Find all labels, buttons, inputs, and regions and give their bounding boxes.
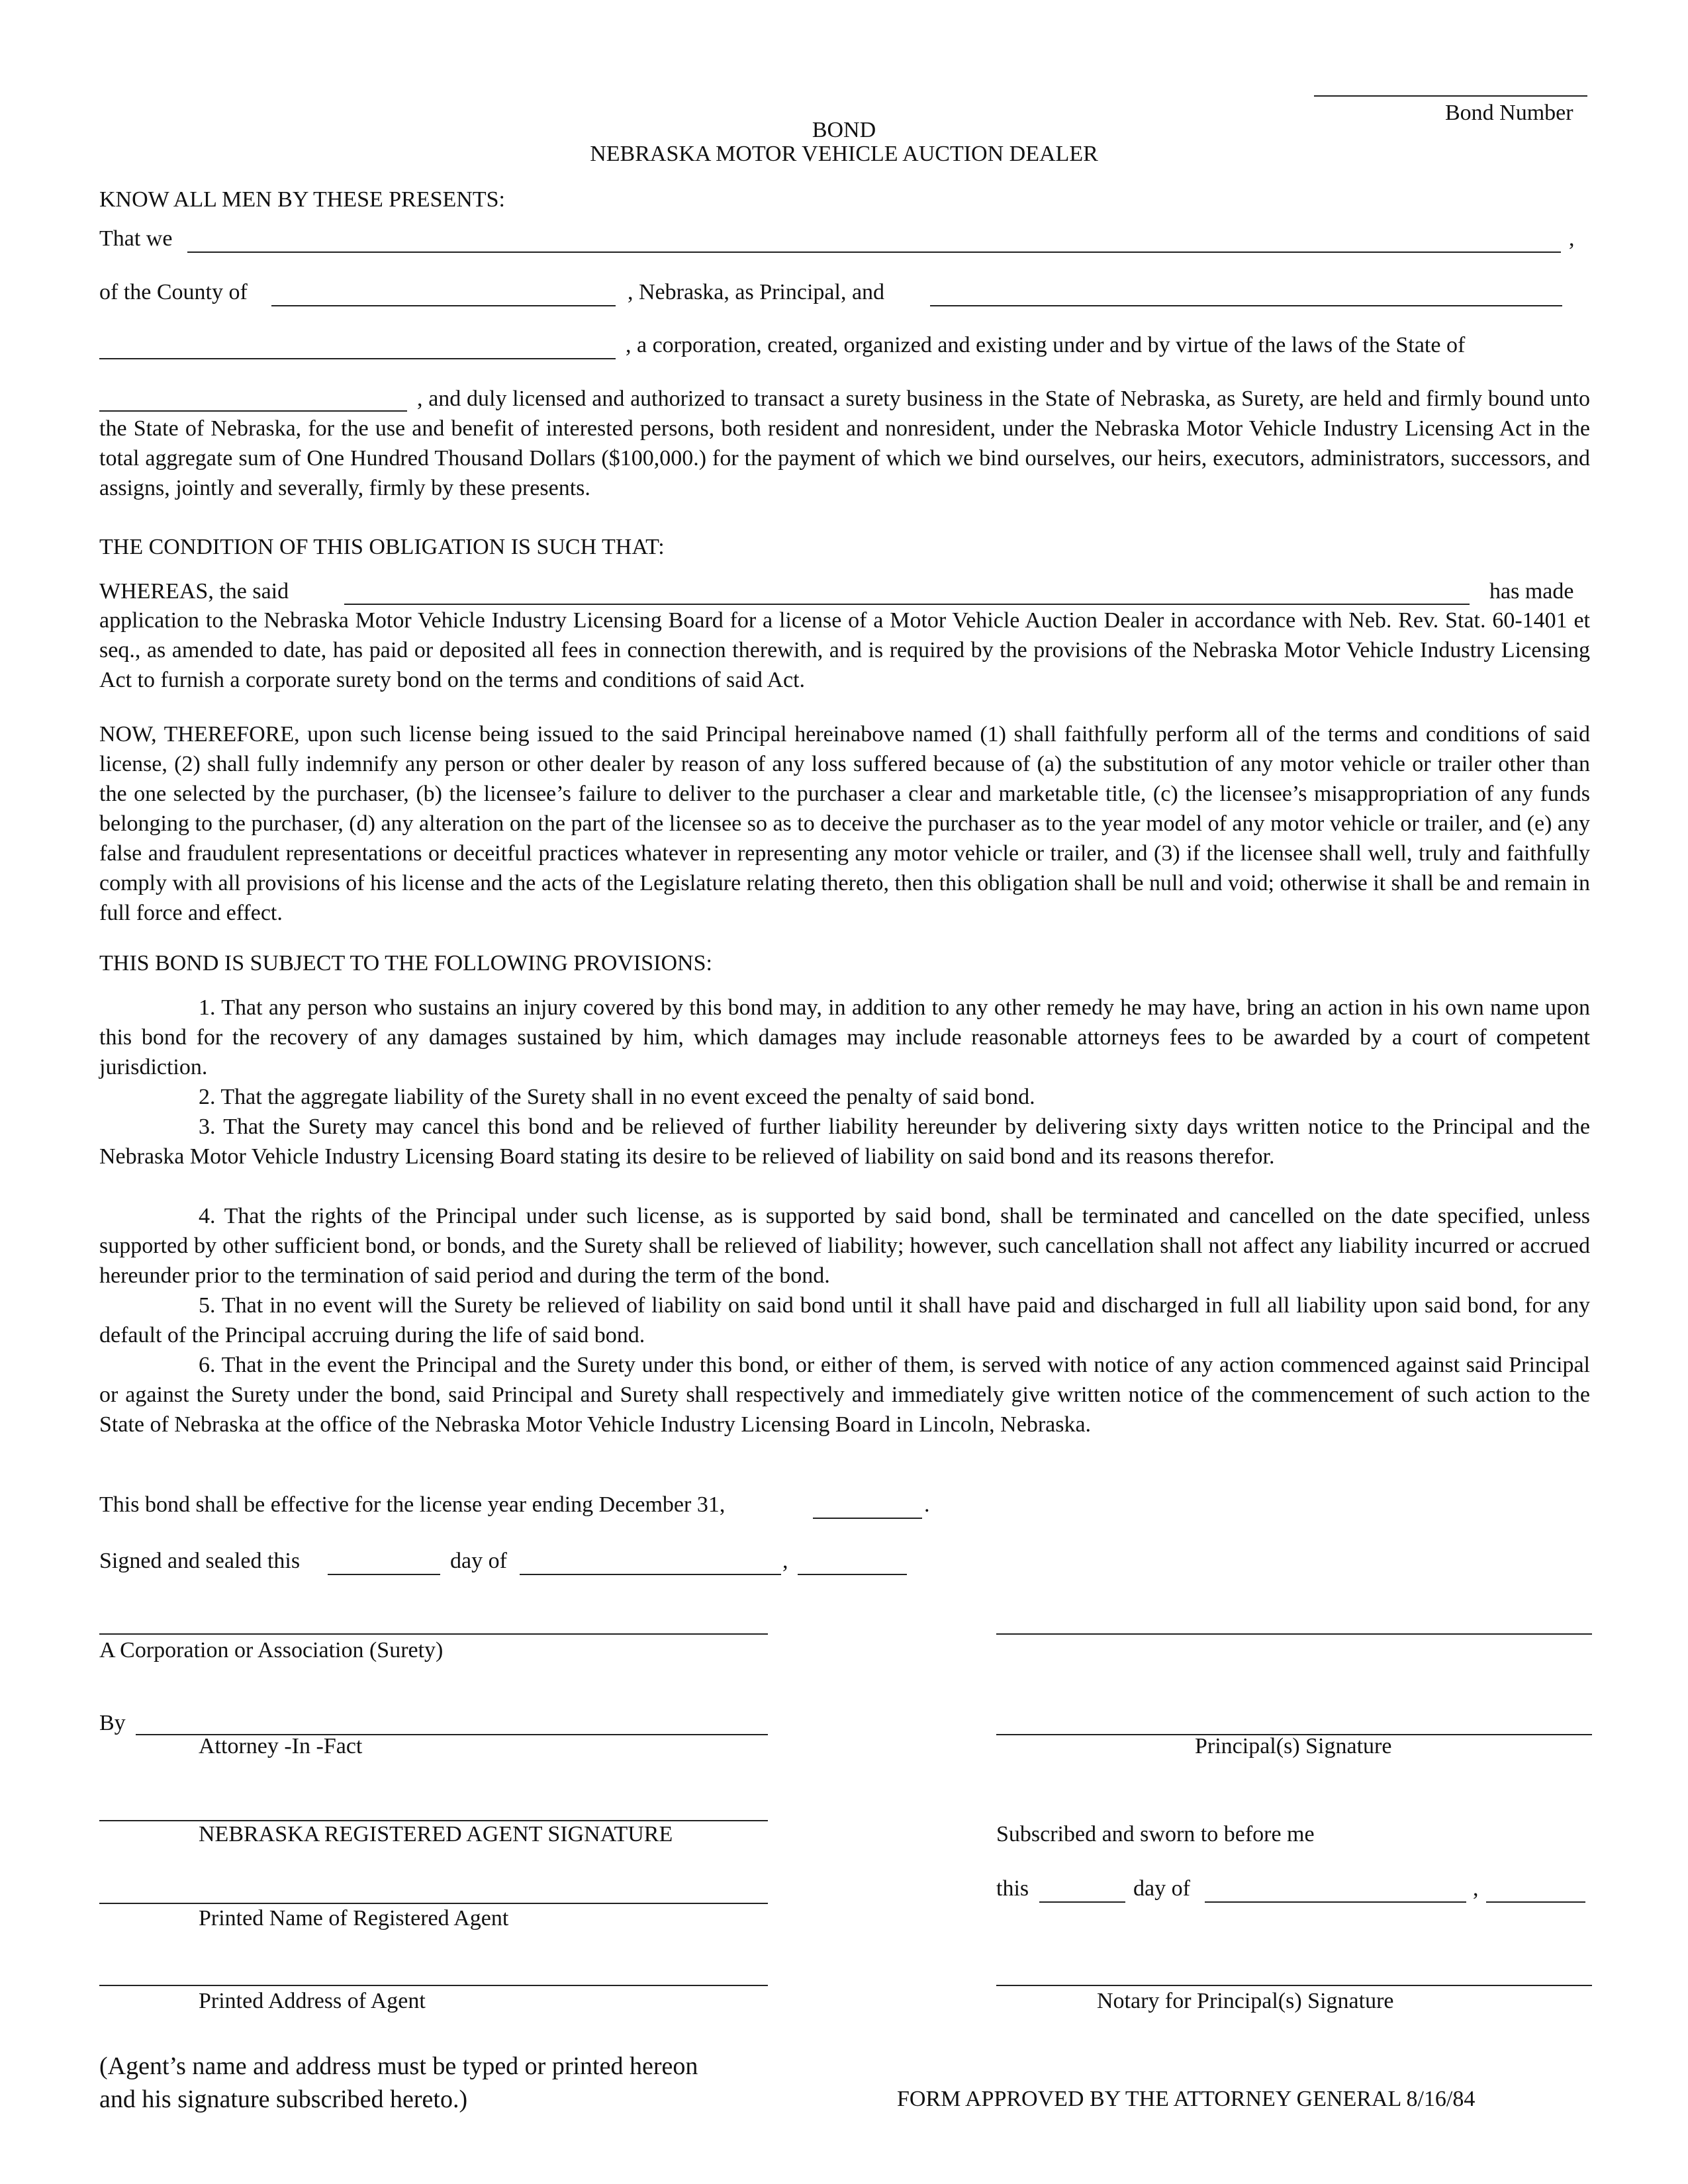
know-all-men-heading: KNOW ALL MEN BY THESE PRESENTS:: [99, 187, 505, 212]
notary-day-line[interactable]: [1039, 1901, 1125, 1903]
notary-signature-label: Notary for Principal(s) Signature: [1097, 1989, 1394, 2013]
whereas-suffix: has made: [1489, 579, 1574, 604]
provision-3: 3. That the Surety may cancel this bond and be relieved of further liability hereunder by delivering sixty days written notice to the Principal and the Nebraska Motor Vehicle Industry Licensing Board stating its desire to be relieved of liability on said bond and its reasons therefor.: [99, 1115, 1590, 1169]
form-approval: FORM APPROVED BY THE ATTORNEY GENERAL 8/16/84: [897, 2087, 1476, 2111]
signed-year-line[interactable]: [798, 1574, 907, 1575]
provision-2: 2. That the aggregate liability of the Surety shall in no event exceed the penalty of said bond.: [199, 1085, 1035, 1109]
that-we-comma: ,: [1569, 226, 1575, 251]
agent-name-label: Printed Name of Registered Agent: [199, 1906, 509, 1931]
county-suffix-label: , Nebraska, as Principal, and: [628, 280, 885, 304]
surety-name-line-2[interactable]: [99, 358, 616, 359]
document-subtitle: NEBRASKA MOTOR VEHICLE AUCTION DEALER: [590, 142, 1098, 166]
notary-day-of-label: day of: [1133, 1876, 1190, 1901]
condition-heading: THE CONDITION OF THIS OBLIGATION IS SUCH THAT:: [99, 535, 665, 559]
attorney-label: Attorney -In -Fact: [199, 1734, 363, 1758]
agent-address-line[interactable]: [99, 1985, 768, 1986]
signed-day-line[interactable]: [328, 1574, 440, 1575]
by-label: By: [99, 1711, 126, 1735]
principal-signature-label: Principal(s) Signature: [1195, 1734, 1392, 1758]
whereas-principal-line[interactable]: [344, 604, 1470, 605]
notary-signature-line[interactable]: [996, 1985, 1592, 1986]
notary-month-line[interactable]: [1205, 1901, 1466, 1903]
county-line[interactable]: [271, 305, 616, 306]
surety-label: A Corporation or Association (Surety): [99, 1638, 444, 1662]
effective-period: .: [924, 1492, 930, 1517]
notary-this-label: this: [996, 1876, 1029, 1901]
corporation-text: , a corporation, created, organized and existing under and by virtue of the laws of the State of: [626, 333, 1466, 357]
provisions-heading: THIS BOND IS SUBJECT TO THE FOLLOWING PROVISIONS:: [99, 951, 712, 976]
document-title: BOND: [812, 118, 876, 142]
surety-paragraph: , and duly licensed and authorized to transact a surety business in the State of Nebraska, as Surety, are held and firmly bound unto the State of Nebraska, for the use and benefit of interested persons, both resident and nonresident, under the Nebraska Motor Vehicle Industry Licensing Act in the total aggregate sum of One Hundred Thousand Dollars ($100,000.) for the payment of which we bind ourselves, our heirs, executors, administrators, successors, and assigns, jointly and severally, firmly by these presents.: [99, 387, 1590, 500]
agent-note-line-1: (Agent’s name and address must be typed or printed hereon: [99, 2052, 698, 2080]
subscribed-label: Subscribed and sworn to before me: [996, 1822, 1315, 1846]
notary-year-line[interactable]: [1486, 1901, 1585, 1903]
provision-6: 6. That in the event the Principal and the Surety under this bond, or either of them, is served with notice of any action commenced against said Principal or against the Surety under the bond, said Principal and Surety shall respectively and immediately give written notice of the commencement of such action to the State of Nebraska at the office of the Nebraska Motor Vehicle Industry Licensing Board in Lincoln, Nebraska.: [99, 1353, 1590, 1437]
whereas-prefix: WHEREAS, the said: [99, 579, 289, 604]
agent-note-line-2: and his signature subscribed hereto.): [99, 2085, 468, 2113]
signed-day-of: day of: [450, 1549, 507, 1573]
surety-name-line[interactable]: [930, 305, 1562, 306]
agent-name-line[interactable]: [99, 1903, 768, 1904]
notary-comma: ,: [1473, 1876, 1479, 1901]
bond-number-label: Bond Number: [1445, 101, 1573, 125]
effective-year-line[interactable]: [813, 1518, 922, 1519]
provision-1: 1. That any person who sustains an injury covered by this bond may, in addition to any other remedy he may have, bring an action in his own name upon this bond for the recovery of any damages sustained by him, which damages may include reasonable attorneys fees to be awarded by a court of competent jurisdiction.: [99, 995, 1590, 1079]
provision-5: 5. That in no event will the Surety be relieved of liability on said bond until it shall have paid and discharged in full all liability upon said bond, for any default of the Principal accruing during the life of said bond.: [99, 1293, 1590, 1347]
principal-name-line[interactable]: [187, 251, 1561, 253]
bond-number-line[interactable]: [1314, 95, 1587, 97]
agent-signature-label: NEBRASKA REGISTERED AGENT SIGNATURE: [199, 1822, 673, 1846]
whereas-body: application to the Nebraska Motor Vehicle Industry Licensing Board for a license of a Motor Vehicle Auction Dealer in accordance with Neb. Rev. Stat. 60-1401 et seq., as amended to date, has paid or deposited all fees in connection therewith, and is required by the provisions of the Nebraska Motor Vehicle Industry Licensing Act to furnish a corporate surety bond on the terms and conditions of said Act.: [99, 608, 1590, 692]
agent-signature-line[interactable]: [99, 1820, 768, 1821]
signed-month-line[interactable]: [520, 1574, 781, 1575]
provision-4: 4. That the rights of the Principal under such license, as is supported by said bond, shall be terminated and cancelled on the date specified, unless supported by other sufficient bond, or bonds, and the Surety shall be relieved of liability; however, such cancellation shall not affect any liability incurred or accrued hereunder prior to the termination of said period and during the term of the bond.: [99, 1204, 1590, 1288]
agent-address-label: Printed Address of Agent: [199, 1989, 426, 2013]
surety-corporation-line[interactable]: [99, 1633, 768, 1635]
principal-signature-line-1[interactable]: [996, 1633, 1592, 1635]
signed-prefix: Signed and sealed this: [99, 1549, 301, 1573]
that-we-label: That we: [99, 226, 173, 251]
signed-comma: ,: [782, 1549, 788, 1573]
county-prefix-label: of the County of: [99, 280, 248, 304]
now-therefore-paragraph: NOW, THEREFORE, upon such license being issued to the said Principal hereinabove named (1) shall faithfully perform all of the terms and conditions of said license, (2) shall fully indemnify any person or other dealer by reason of any loss suffered because of (a) the substitution of any motor vehicle or trailer other than the one selected by the purchaser, (b) the licensee’s failure to deliver to the purchaser a clear and marketable title, (c) the licensee’s misappropriation of any funds belonging to the purchaser, (d) any alteration on the part of the licensee so as to deceive the purchaser as to the year model of any motor vehicle or trailer, and (e) any false and fraudulent representations or deceitful practices whatever in representing any motor vehicle or trailer, and (3) if the licensee shall well, truly and faithfully comply with all provisions of his license and the acts of the Legislature relating thereto, then this obligation shall be null and void; otherwise it shall be and remain in full force and effect.: [99, 722, 1590, 925]
effective-text: This bond shall be effective for the license year ending December 31,: [99, 1492, 726, 1517]
